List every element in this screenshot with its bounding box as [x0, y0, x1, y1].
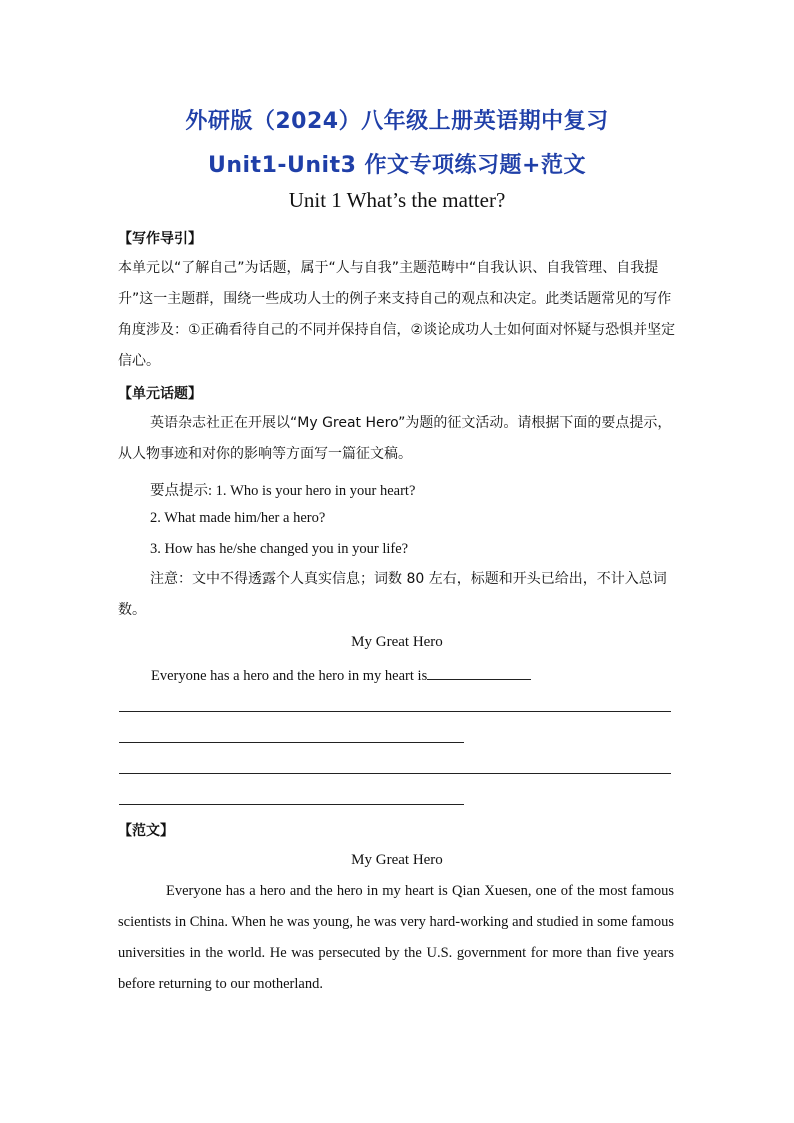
point-2: 2. What made him/her a hero?	[150, 510, 326, 526]
topic-heading: 【单元话题】	[118, 386, 202, 402]
point-3: 3. How has he/she changed you in your life?	[150, 541, 409, 557]
writing-line[interactable]	[119, 804, 464, 805]
topic-note: 注意：文中不得透露个人真实信息；词数 80 左右，标题和开头已给出，不计入总词数。	[118, 571, 667, 618]
writing-line[interactable]	[119, 742, 464, 743]
unit-title: Unit 1 What’s the matter?	[288, 188, 506, 212]
essay-title: My Great Hero	[351, 634, 443, 650]
model-essay-title: My Great Hero	[351, 852, 443, 868]
guide-text: 本单元以“了解自己”为话题，属于“人与自我”主题范畴中“自我认识、自我管理、自我提升”这一主题群，围绕一些成功人士的例子来支持自己的观点和决定。此类话题常见的写作角度涉及：①正确看待自己的不同并保持自信，②谈论成功人士如何面对怀疑与恐惧并坚定信心。	[118, 260, 676, 369]
point-1: 要点提示: 1. Who is your hero in your heart?	[150, 483, 416, 499]
topic-intro: 英语杂志社正在开展以“My Great Hero”为题的征文活动。请根据下面的要点提示，从人物事迹和对你的影响等方面写一篇征文稿。	[118, 415, 672, 462]
document-subtitle: Unit1-Unit3 作文专项练习题+范文	[207, 153, 586, 178]
essay-starter	[151, 665, 531, 685]
model-heading: 【范文】	[118, 823, 174, 839]
writing-line[interactable]	[119, 773, 671, 774]
answer-blank[interactable]	[427, 665, 531, 680]
model-essay-text: Everyone has a hero and the hero in my heart is Qian Xuesen, one of the most famous scientists in China. When he was young, he was very hard-working and studied in some famous universities in the world. He was persecuted by the U.S. government for more than five years before returning to our motherland.	[118, 883, 674, 992]
document-title: 外研版（2024）八年级上册英语期中复习	[185, 109, 609, 134]
writing-line[interactable]	[119, 711, 671, 712]
essay-starter-text: Everyone has a hero and the hero in my heart is	[151, 668, 428, 684]
guide-heading: 【写作导引】	[118, 231, 202, 247]
